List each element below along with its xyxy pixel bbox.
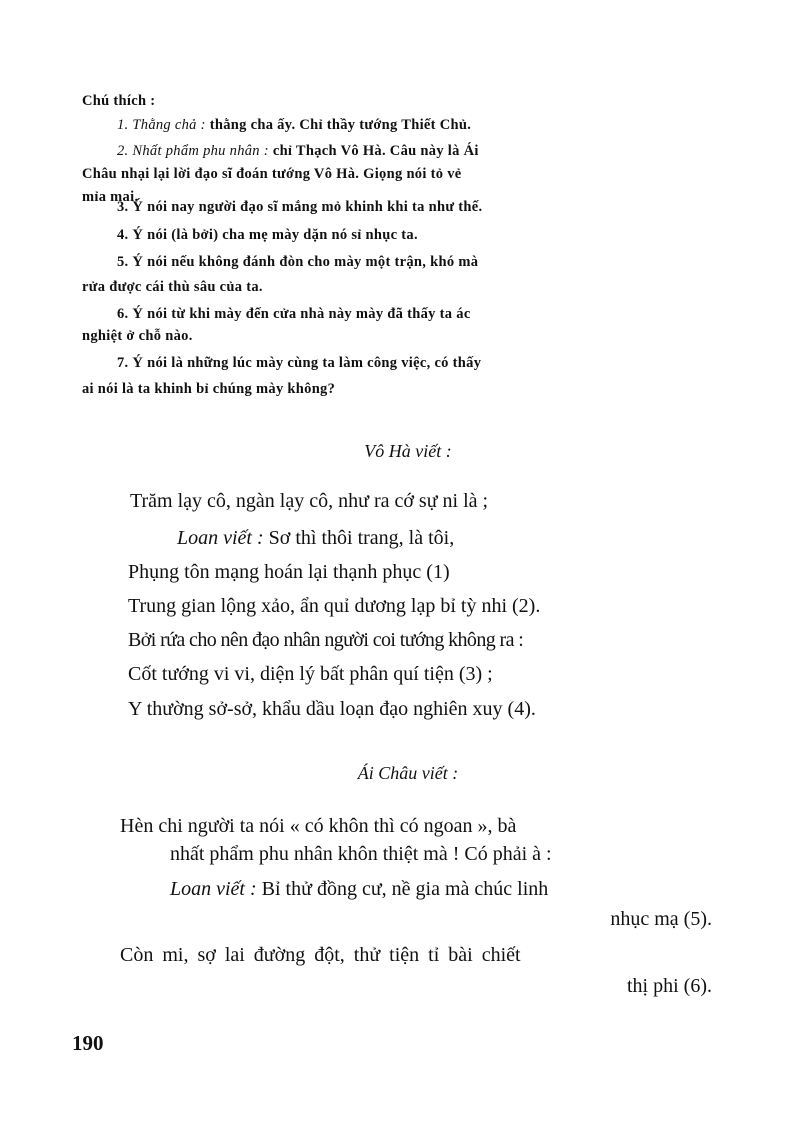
note-7: 7. Ý nói là những lúc mày cùng ta làm công việc, có thấy [117,355,482,371]
note-2-cont: mỉa mai. [82,189,139,205]
verse-line: Hèn chi người ta nói « có khôn thì có ngoan », bà [120,815,517,837]
verse-line: nhục mạ (5). [610,908,712,930]
speaker-label: Loan viết : [177,527,264,549]
verse-line [170,878,548,901]
note-text: chỉ Thạch Vô Hà. Câu này là Ái [268,143,479,159]
verse-line: Y thường sở-sở, khẩu dầu loạn đạo nghiên xuy (4). [128,698,536,720]
note-text: thằng cha ấy. Chỉ thầy tướng Thiết Chủ. [205,117,472,133]
page-number: 190 [72,1031,104,1055]
note-7-cont: ai nói là ta khinh bỉ chúng mày không? [82,381,336,397]
verse-text: Bỉ thử đồng cư, nề gia mà chúc linh [261,878,549,900]
note-5: 5. Ý nói nếu không đánh đòn cho mày một trận, khó mà [117,254,479,270]
note-2 [117,143,718,160]
verse-line: Bởi rứa cho nên đạo nhân người coi tướng không ra : [128,629,524,651]
note-6-cont: nghiệt ở chỗ nào. [82,328,193,344]
note-3: 3. Ý nói nay người đạo sĩ mắng mỏ khinh khi ta như thế. [117,199,483,215]
note-5-cont: rửa được cái thù sâu của ta. [82,279,263,295]
verse-line: nhất phẩm phu nhân khôn thiệt mà ! Có phải à : [170,843,552,865]
verse-line: Trăm lạy cô, ngàn lạy cô, như ra cớ sự ni là ; [130,490,489,512]
verse-line: Còn mi, sợ lai đường đột, thử tiện tỉ bài chiết [120,944,521,966]
verse-line: thị phi (6). [627,975,712,997]
speaker-label: Loan viết : [170,878,257,900]
section-title: Ái Châu viết : [357,763,459,783]
note-4: 4. Ý nói (là bởi) cha mẹ mày dặn nó sỉ nhục ta. [117,227,418,243]
note-6: 6. Ý nói từ khi mày đến cửa nhà này mày đã thấy ta ác [117,306,471,322]
verse-line [177,527,454,550]
note-1 [117,117,471,134]
verse-line: Trung gian lộng xảo, ẩn quỉ dương lạp bỉ tỳ nhi (2). [128,595,541,617]
notes-heading: Chú thích : [82,93,156,109]
verse-line: Cốt tướng vi vi, diện lý bất phân quí tiện (3) ; [128,663,493,685]
verse-text: Sơ thì thôi trang, là tôi, [268,527,455,549]
note-term: 2. Nhất phẩm phu nhân : [117,143,269,159]
section-title: Vô Hà viết : [364,441,452,461]
note-term: 1. Thằng chả : [117,117,206,133]
verse-line: Phụng tôn mạng hoán lại thạnh phục (1) [128,561,450,583]
note-2-cont: Châu nhại lại lời đạo sĩ đoán tướng Vô Hà. Giọng nói tỏ vẻ [82,166,462,182]
